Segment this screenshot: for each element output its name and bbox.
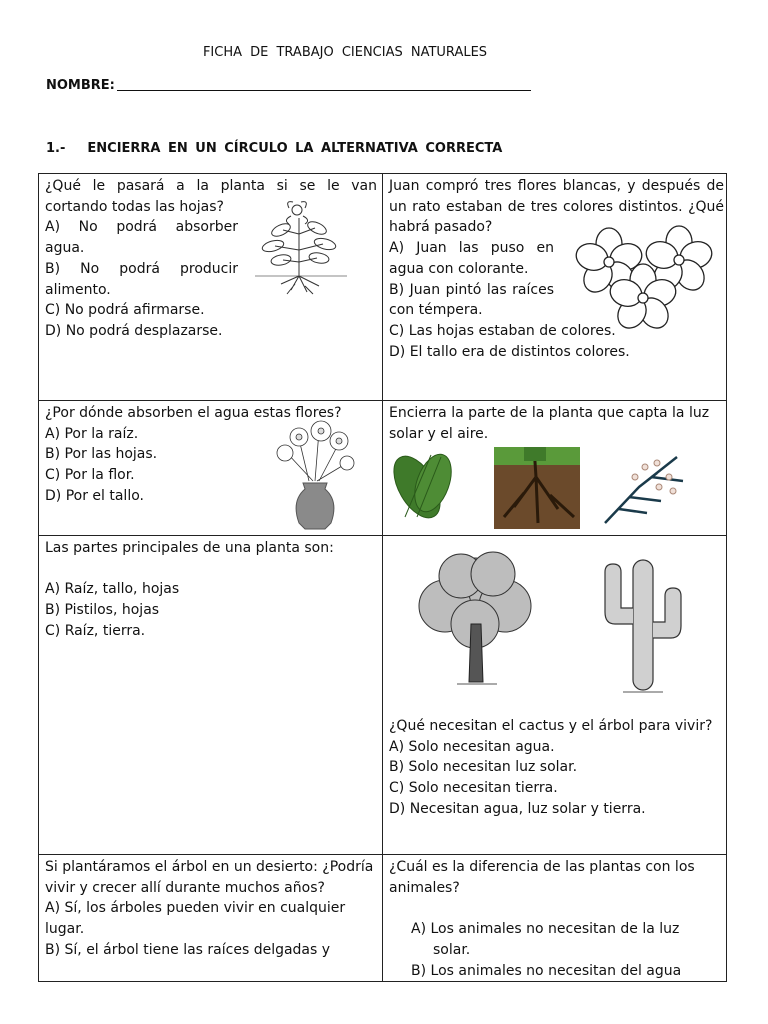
option-c[interactable]: C) Por la flor. xyxy=(45,467,135,484)
question-cell-4 xyxy=(383,401,727,536)
question-cell-3 xyxy=(39,401,383,536)
option-b[interactable]: B) No podrá producir alimento. xyxy=(45,260,238,298)
option-c[interactable]: C) Las hojas estaban de colores. xyxy=(389,322,616,339)
white-flowers-drawing xyxy=(571,222,721,334)
question-cell-1 xyxy=(39,174,383,401)
question-text: Si plantáramos el árbol en un desierto: ¿Podría vivir y crecer allí durante muchos años? xyxy=(45,859,374,896)
option-b[interactable]: B) Por las hojas. xyxy=(45,446,158,463)
option-a[interactable]: A) Por la raíz. xyxy=(45,425,139,442)
question-text: ¿Cuál es la diferencia de las plantas con los animales? xyxy=(389,859,695,896)
option-b[interactable]: B) Solo necesitan luz solar. xyxy=(389,759,578,776)
option-d[interactable]: D) No podrá desplazarse. xyxy=(45,322,223,339)
option-b[interactable]: B) Pistilos, hojas xyxy=(45,602,160,619)
question-text: Las partes principales de una planta son: xyxy=(45,540,334,556)
question-cell-8 xyxy=(383,855,727,982)
option-a[interactable]: A) Raíz, tallo, hojas xyxy=(45,581,180,598)
option-a[interactable]: A) Juan las puso en agua con colorante. xyxy=(389,240,554,277)
question-text: ¿Por dónde absorben el agua estas flores? xyxy=(45,405,342,421)
option-b[interactable]: B) Juan pintó las raíces con témpera. xyxy=(389,281,554,319)
questions-table xyxy=(38,173,727,982)
option-d[interactable]: D) El tallo era de distintos colores. xyxy=(389,343,630,360)
option-a[interactable]: A) Sí, los árboles pueden vivir en cualquier lugar. xyxy=(45,900,346,938)
name-label: NOMBRE: xyxy=(46,78,115,93)
option-a[interactable]: A) Solo necesitan agua. xyxy=(389,738,555,755)
leaves-image[interactable] xyxy=(391,447,457,525)
roots-image[interactable] xyxy=(494,447,580,529)
section-number: 1.- xyxy=(46,141,66,156)
tree-and-cactus-drawing xyxy=(401,546,711,696)
plant-drawing xyxy=(251,198,351,296)
question-cell-2 xyxy=(383,174,727,401)
option-c[interactable]: C) No podrá afirmarse. xyxy=(45,302,205,319)
question-cell-6 xyxy=(383,536,727,855)
flowers-in-vase-drawing xyxy=(269,419,359,531)
option-d[interactable]: D) Necesitan agua, luz solar y tierra. xyxy=(389,800,646,817)
option-b[interactable]: B) Sí, el árbol tiene las raíces delgadas y xyxy=(45,941,331,958)
option-a[interactable]: A) No podrá absorber agua. xyxy=(45,219,238,257)
worksheet-title: FICHA DE TRABAJO CIENCIAS NATURALES xyxy=(202,45,488,60)
question-text: Juan compró tres flores blancas, y después de un rato estaban de tres colores distintos. ¿Qué habrá pasado? xyxy=(389,178,724,236)
name-field[interactable] xyxy=(46,78,531,93)
question-text: ¿Qué necesitan el cactus y el árbol para vivir? xyxy=(389,718,713,734)
stem-branch-image[interactable] xyxy=(599,447,689,527)
section-instruction: ENCIERRA EN UN CÍRCULO LA ALTERNATIVA CORRECTA xyxy=(87,141,503,156)
question-text: Encierra la parte de la planta que capta la luz solar y el aire. xyxy=(389,405,710,442)
question-cell-5 xyxy=(39,536,383,855)
option-d[interactable]: D) Por el tallo. xyxy=(45,487,144,504)
option-b[interactable]: B) Los animales no necesitan del agua xyxy=(411,962,682,979)
option-c[interactable]: C) Raíz, tierra. xyxy=(45,622,146,639)
section-heading xyxy=(46,141,502,156)
name-line[interactable] xyxy=(117,90,531,91)
option-c[interactable]: C) Solo necesitan tierra. xyxy=(389,780,558,797)
question-text: ¿Qué le pasará a la planta si se le van cortando todas las hojas? xyxy=(45,178,377,215)
option-a[interactable]: A) Los animales no necesitan de la luz solar. xyxy=(411,921,680,958)
question-cell-7 xyxy=(39,855,383,982)
